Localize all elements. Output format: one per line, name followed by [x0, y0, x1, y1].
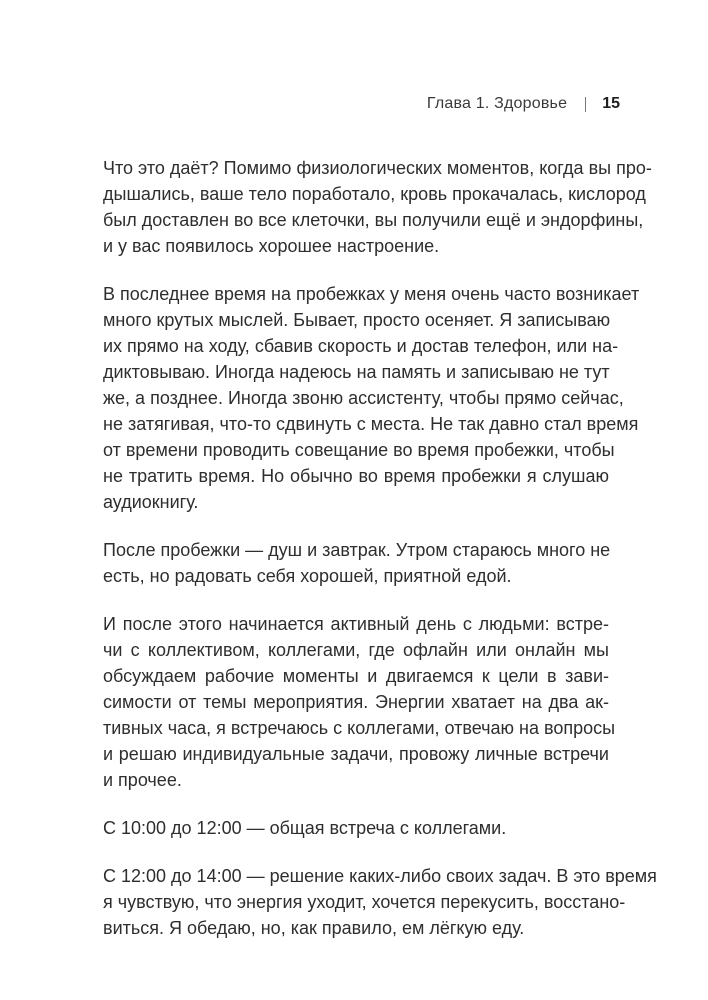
text-line: же, а позднее. Иногда звоню ассистенту, чтобы прямо сейчас, [103, 388, 624, 408]
body-paragraph [103, 155, 652, 259]
text-line: их прямо на ходу, сбавив скорость и достав телефон, или на- [103, 336, 619, 356]
page-number: 15 [602, 95, 620, 112]
body-paragraph [103, 815, 609, 841]
text-line: Что это даёт? Помимо физиологических моментов, когда вы про- [103, 158, 652, 178]
text-line: И после этого начинается активный день с людьми: встре- [103, 614, 609, 634]
header-divider [585, 97, 586, 112]
text-line: После пробежки — душ и завтрак. Утром стараюсь много не [103, 540, 611, 560]
text-line: много крутых мыслей. Бывает, просто осеняет. Я записываю [103, 310, 611, 330]
text-line: и прочее. [103, 770, 182, 790]
text-line: С 10:00 до 12:00 — общая встреча с коллегами. [103, 818, 507, 838]
text-line: дышались, ваше тело поработало, кровь прокачалась, кислород [103, 184, 646, 204]
body-paragraph [103, 537, 609, 589]
text-line: был доставлен во все клеточки, вы получили ещё и эндорфины, [103, 210, 644, 230]
body-paragraph [103, 863, 657, 941]
text-line: есть, но радовать себя хорошей, приятной едой. [103, 566, 512, 586]
text-line: виться. Я обедаю, но, как правило, ем лёгкую еду. [103, 918, 525, 938]
text-line: я чувствую, что энергия уходит, хочется перекусить, восстано- [103, 892, 626, 912]
text-line: и решаю индивидуальные задачи, провожу личные встречи [103, 744, 609, 764]
body-paragraph [103, 611, 616, 793]
text-line: не затягивая, что-то сдвинуть с места. Не так давно стал время [103, 414, 639, 434]
text-line: и у вас появилось хорошее настроение. [103, 236, 440, 256]
text-line: В последнее время на пробежках у меня очень часто возникает [103, 284, 640, 304]
text-line: от времени проводить совещание во время пробежки, чтобы [103, 440, 615, 460]
text-line: чи с коллективом, коллегами, где офлайн или онлайн мы [103, 640, 609, 660]
body-paragraph [103, 281, 640, 515]
text-line: аудиокнигу. [103, 492, 199, 512]
text-line: симости от темы мероприятия. Энергии хватает на два ак- [103, 692, 609, 712]
text-line: обсуждаем рабочие моменты и двигаемся к цели в зави- [103, 666, 609, 686]
text-line: С 12:00 до 14:00 — решение каких-либо своих задач. В это время [103, 866, 657, 886]
text-line: тивных часа, я встречаюсь с коллегами, отвечаю на вопросы [103, 718, 616, 738]
chapter-title: Глава 1. Здоровье [426, 95, 568, 112]
text-line: диктовываю. Иногда надеюсь на память и записываю не тут [103, 362, 610, 382]
running-header [427, 92, 620, 116]
text-line: не тратить время. Но обычно во время пробежки я слушаю [103, 466, 609, 486]
page-body [103, 155, 657, 963]
